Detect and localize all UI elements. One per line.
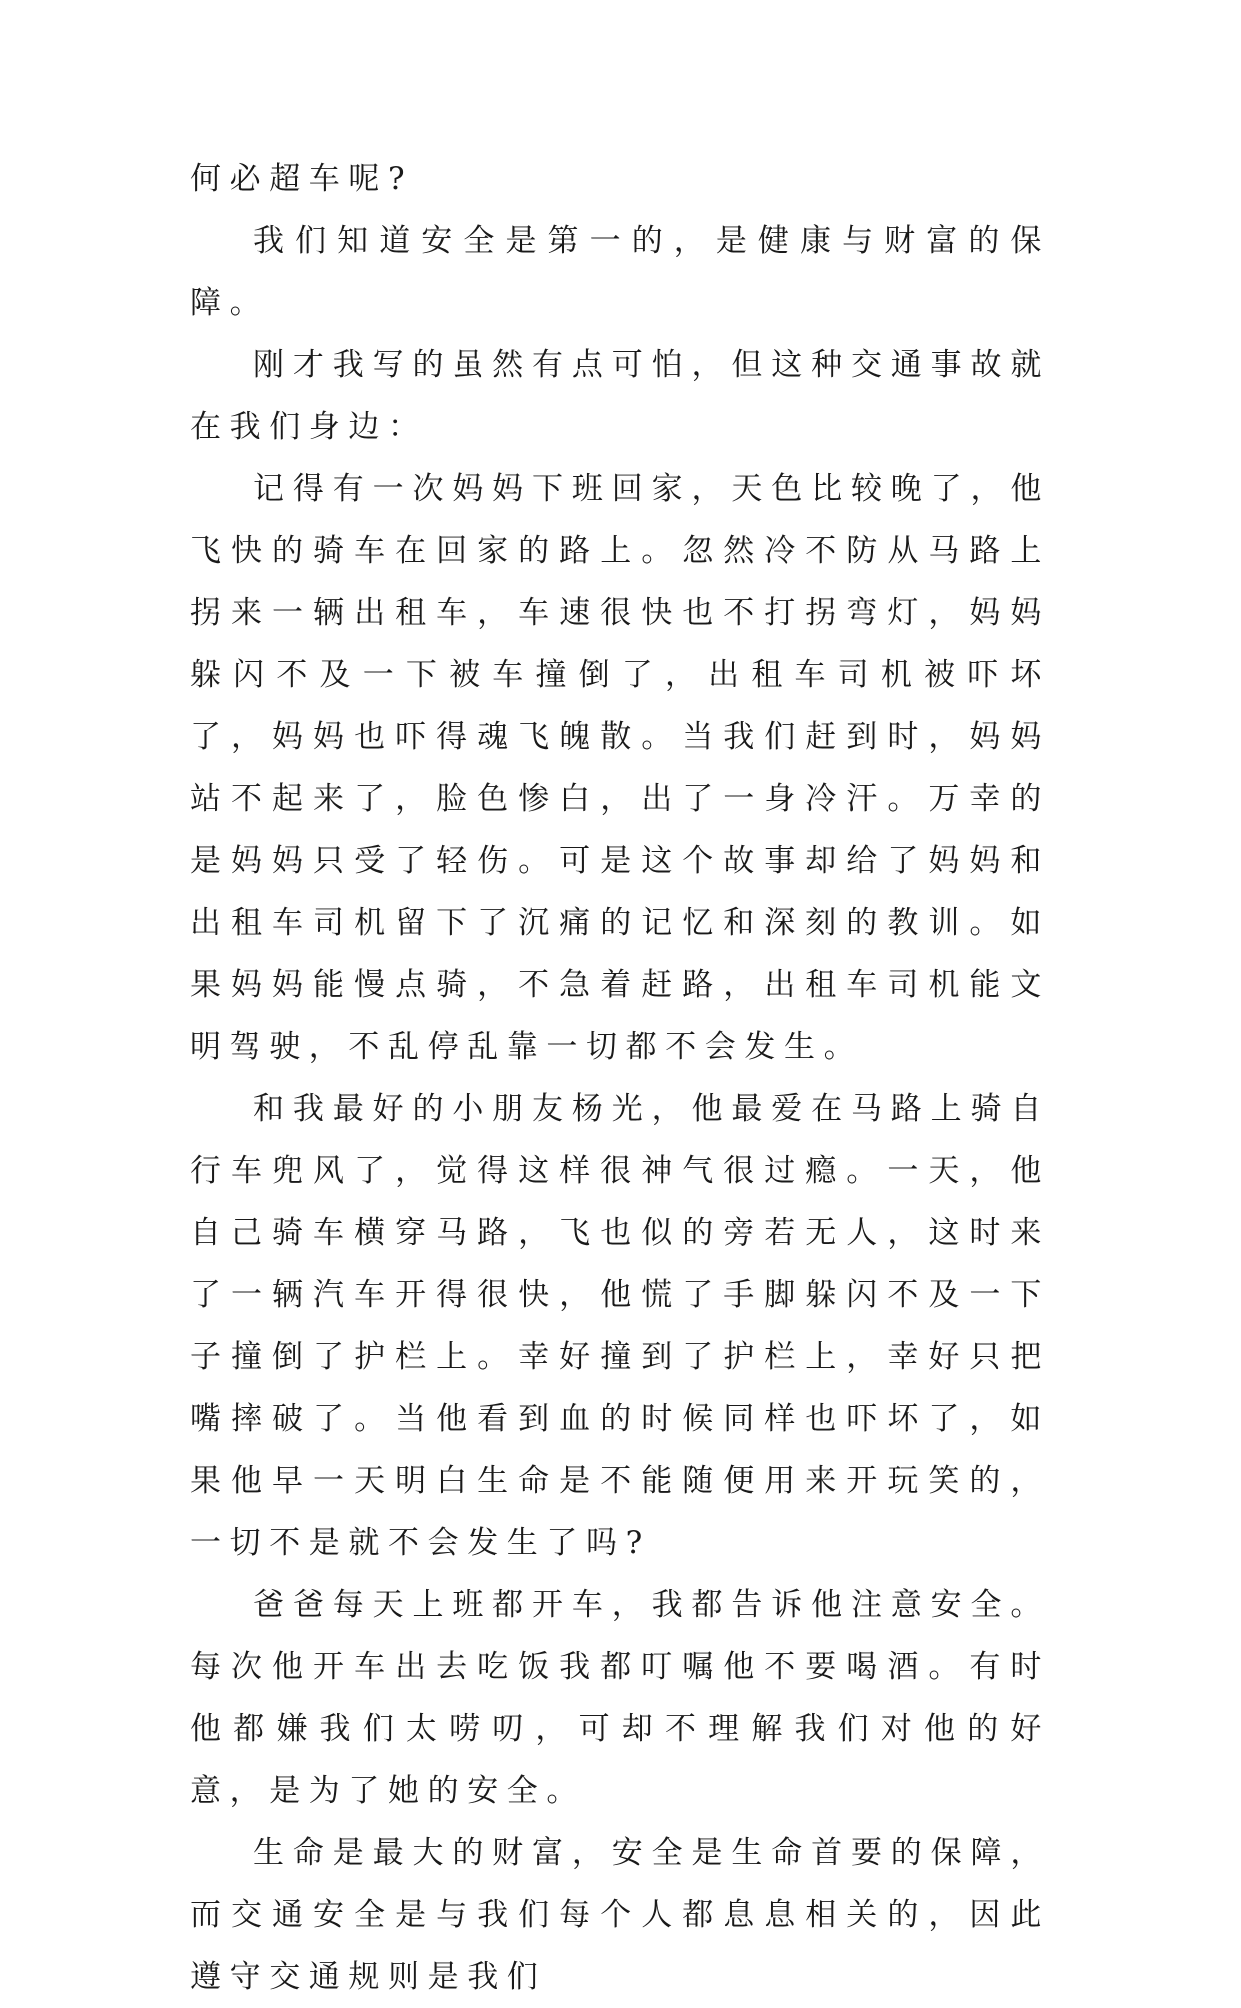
document-body bbox=[190, 148, 1050, 2008]
paragraph-7: 生命是最大的财富，安全是生命首要的保障，而交通安全是与我们每个人都息息相关的，因此遵守交通规则是我们 bbox=[190, 1835, 1050, 1995]
paragraph-6: 爸爸每天上班都开车，我都告诉他注意安全。每次他开车出去吃饭我都叮嘱他不要喝酒。有时他都嫌我们太唠叨，可却不理解我们对他的好意，是为了她的安全。 bbox=[190, 1587, 1050, 1809]
paragraph-5: 和我最好的小朋友杨光，他最爱在马路上骑自行车兜风了，觉得这样很神气很过瘾。一天，他自己骑车横穿马路，飞也似的旁若无人，这时来了一辆汽车开得很快，他慌了手脚躲闪不及一下子撞倒了护栏上。幸好撞到了护栏上，幸好只把嘴摔破了。当他看到血的时候同样也吓坏了，如果他早一天明白生命是不能随便用来开玩笑的，一切不是就不会发生了吗? bbox=[190, 1091, 1050, 1561]
paragraph-3: 刚才我写的虽然有点可怕，但这种交通事故就在我们身边： bbox=[190, 347, 1050, 445]
paragraph-4: 记得有一次妈妈下班回家，天色比较晚了，他飞快的骑车在回家的路上。忽然冷不防从马路上拐来一辆出租车，车速很快也不打拐弯灯，妈妈躲闪不及一下被车撞倒了，出租车司机被吓坏了，妈妈也吓得魂飞魄散。当我们赶到时，妈妈站不起来了，脸色惨白，出了一身冷汗。万幸的是妈妈只受了轻伤。可是这个故事却给了妈妈和出租车司机留下了沉痛的记忆和深刻的教训。如果妈妈能慢点骑，不急着赶路，出租车司机能文明驾驶，不乱停乱靠一切都不会发生。 bbox=[190, 471, 1050, 1065]
paragraph-2: 我们知道安全是第一的，是健康与财富的保障。 bbox=[190, 223, 1050, 321]
paragraph-1: 何必超车呢? bbox=[190, 161, 414, 197]
